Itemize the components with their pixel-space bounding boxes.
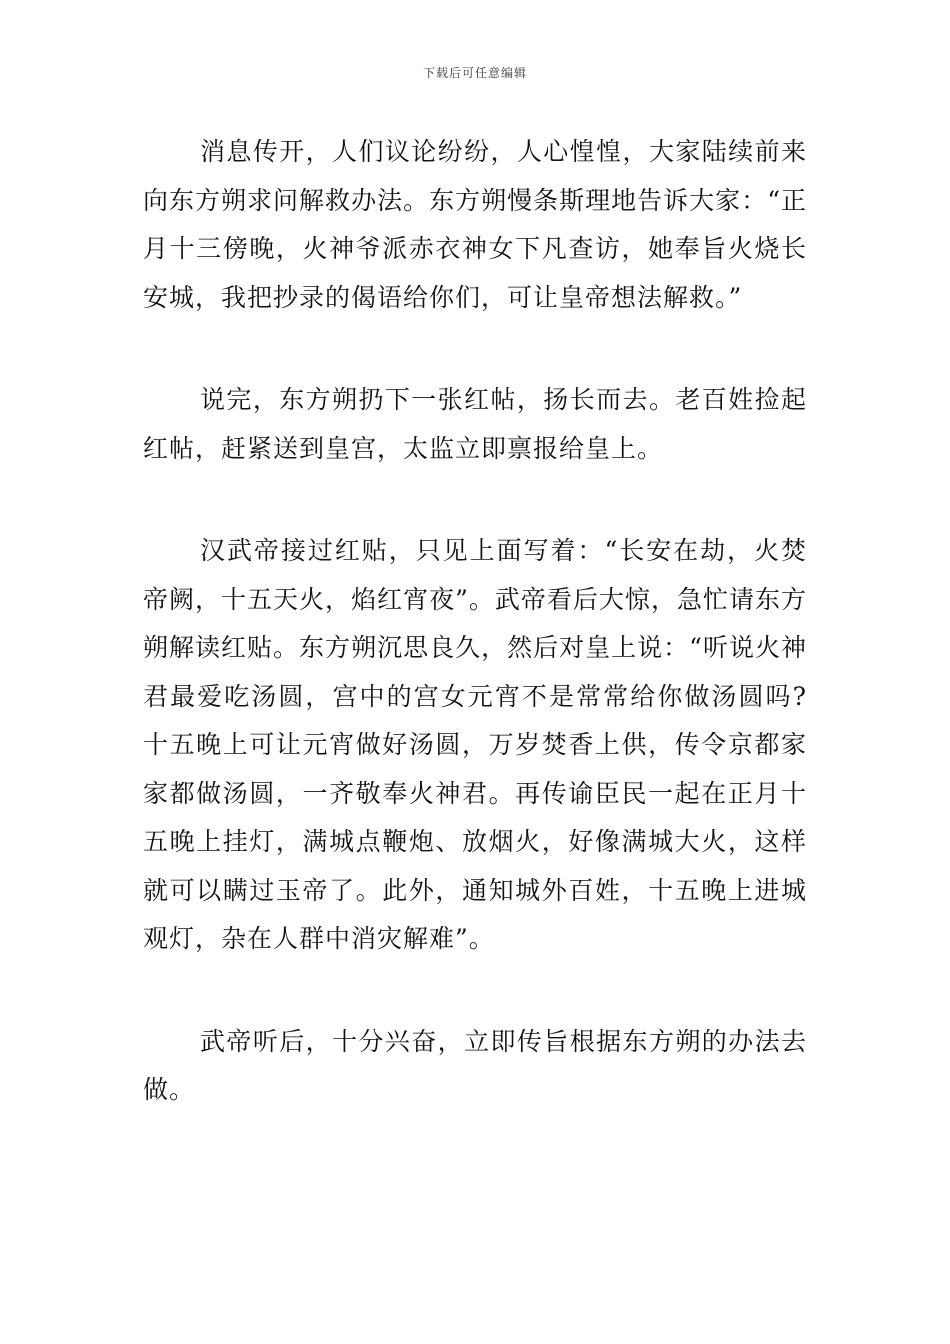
document-body [143, 128, 807, 1169]
paragraph-1: 消息传开，人们议论纷纷，人心惶惶，大家陆续前来向东方朔求问解救办法。东方朔慢条斯理地告诉大家：“正月十三傍晚，火神爷派赤衣神女下凡查访，她奉旨火烧长安城，我把抄录的偈语给你们，可让皇帝想法解救。” [143, 137, 807, 312]
paragraph-4: 武帝听后，十分兴奋，立即传旨根据东方朔的办法去做。 [143, 1026, 807, 1104]
paragraph-3: 汉武帝接过红贴，只见上面写着：“长安在劫，火焚帝阙，十五天火，焰红宵夜”。武帝看后大惊，急忙请东方朔解读红贴。东方朔沉思良久，然后对皇上说：“听说火神君最爱吃汤圆，宫中的宫女元宵不是常常给你做汤圆吗?十五晚上可让元宵做好汤圆，万岁焚香上供，传令京都家家都做汤圆，一齐敬奉火神君。再传谕臣民一起在正月十五晚上挂灯，满城点鞭炮、放烟火，好像满城大火，这样就可以瞒过玉帝了。此外，通知城外百姓，十五晚上进城观灯，杂在人群中消灾解难”。 [143, 536, 807, 953]
page-header-note: 下载后可任意编辑 [422, 66, 527, 80]
paragraph-2: 说完，东方朔扔下一张红帖，扬长而去。老百姓捡起红帖，赶紧送到皇宫，太监立即禀报给皇上。 [143, 385, 807, 463]
